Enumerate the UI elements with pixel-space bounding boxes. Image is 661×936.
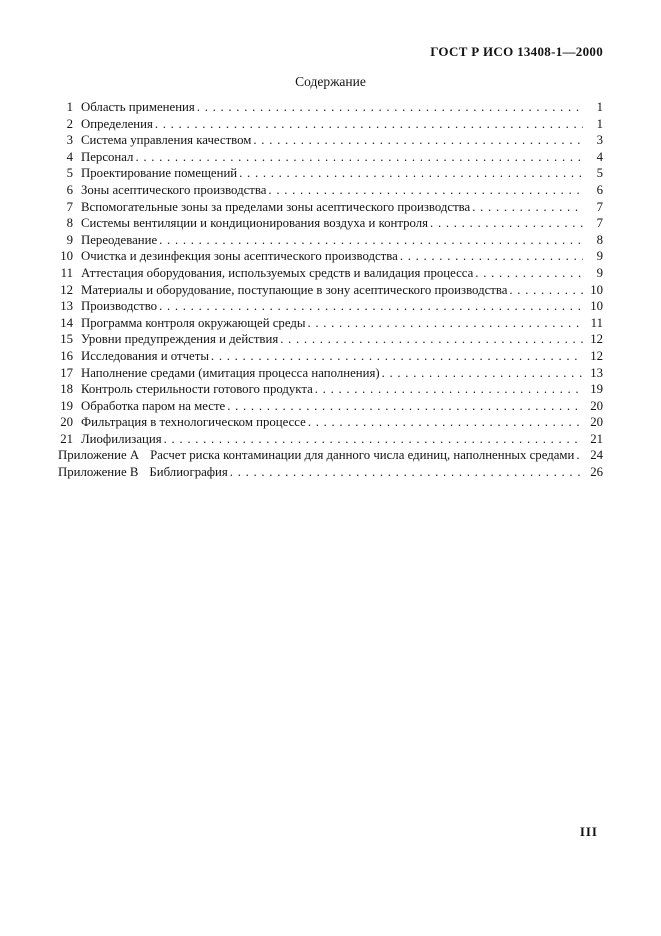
toc-entry-number: 11	[60, 265, 73, 280]
toc-entry-page: 20	[590, 398, 603, 413]
dot-leader	[159, 232, 583, 249]
toc-entry-title: Аттестация оборудования, используемых средств и валидация процесса	[81, 265, 474, 280]
toc-entry	[58, 149, 603, 166]
toc-entry-page: 19	[590, 382, 603, 397]
toc-entry-page: 10	[590, 299, 603, 314]
toc-entry-number: 1	[66, 100, 73, 114]
toc-entry-title: Система управления качеством	[81, 133, 252, 148]
toc-entry-title: Контроль стерильности готового продукта	[81, 382, 313, 397]
toc-entry-page: 3	[596, 133, 603, 148]
toc-entry-title: Переодевание	[81, 232, 158, 247]
dot-leader	[155, 116, 583, 133]
table-of-contents	[58, 99, 603, 481]
dot-leader	[509, 282, 583, 299]
toc-entry-number: 21	[60, 431, 73, 446]
toc-entry-number: 7	[66, 199, 73, 214]
toc-entry-title: Определения	[81, 116, 153, 131]
toc-entry	[58, 282, 603, 299]
dot-leader	[308, 414, 583, 431]
toc-entry-title: Материалы и оборудование, поступающие в зону асептического производства	[81, 282, 508, 297]
page-folio: III	[579, 824, 598, 839]
dot-leader	[253, 132, 583, 149]
toc-entry	[58, 398, 603, 415]
toc-entry-number: 9	[66, 232, 73, 247]
toc-entry-number: 14	[60, 315, 73, 330]
toc-entry	[58, 165, 603, 182]
toc-entry-page: 24	[590, 448, 603, 463]
toc-entry-page: 9	[596, 249, 603, 264]
toc-entry-title: Библиография	[149, 465, 228, 480]
toc-entry	[58, 99, 603, 116]
toc-entry	[58, 116, 603, 133]
toc-entry-number: 17	[60, 365, 73, 380]
toc-entry-page: 21	[590, 431, 603, 446]
toc-entry-number: 12	[60, 282, 73, 297]
toc-entry-page: 6	[596, 182, 603, 197]
toc-entry-number: 5	[66, 166, 73, 181]
toc-entry-title: Расчет риска контаминации для данного числа единиц, наполненных средами	[150, 448, 575, 463]
dot-leader	[211, 348, 583, 365]
toc-entry	[58, 414, 603, 431]
toc-entry	[58, 265, 603, 282]
toc-entry-title: Фильтрация в технологическом процессе	[81, 415, 306, 430]
toc-entry-title: Программа контроля окружающей среды	[81, 315, 306, 330]
toc-entry-title: Лиофилизация	[81, 431, 162, 446]
toc-entry-page: 7	[596, 199, 603, 214]
toc-appendix-label: Приложение В	[58, 465, 139, 480]
toc-entry	[58, 199, 603, 216]
dot-leader	[230, 464, 583, 481]
toc-entry-title: Зоны асептического производства	[81, 182, 267, 197]
toc-entry	[58, 348, 603, 365]
toc-entry	[58, 215, 603, 232]
toc-entry-page: 26	[590, 465, 603, 480]
toc-entry-page: 1	[596, 100, 603, 114]
toc-entry-title: Область применения	[81, 100, 195, 114]
toc-entry-page: 11	[590, 315, 603, 330]
document-code: ГОСТ Р ИСО 13408-1—2000	[430, 44, 603, 59]
toc-entry-title: Исследования и отчеты	[81, 348, 209, 363]
dot-leader	[159, 298, 583, 315]
toc-entry-title: Вспомогательные зоны за пределами зоны асептического производства	[81, 199, 471, 214]
toc-entry-number: 20	[60, 415, 73, 430]
toc-entry	[58, 381, 603, 398]
toc-entry-appendix	[58, 464, 603, 481]
toc-entry-page: 12	[590, 348, 603, 363]
toc-entry-number: 13	[60, 299, 73, 314]
toc-entry-number: 10	[60, 249, 73, 264]
toc-entry	[58, 315, 603, 332]
toc-entry	[58, 431, 603, 448]
toc-entry-title: Очистка и дезинфекция зоны асептического производства	[81, 249, 398, 264]
toc-entry-page: 12	[590, 332, 603, 347]
toc-entry-number: 8	[66, 216, 73, 231]
toc-entry-number: 18	[60, 382, 73, 397]
toc-entry-page: 13	[590, 365, 603, 380]
toc-entry-page: 5	[596, 166, 603, 181]
toc-entry-title: Производство	[81, 299, 158, 314]
toc-entry	[58, 248, 603, 265]
toc-entry-page: 8	[596, 232, 603, 247]
toc-appendix-label: Приложение А	[58, 448, 140, 463]
toc-entry	[58, 182, 603, 199]
dot-leader	[315, 381, 583, 398]
toc-entry-number: 3	[66, 133, 73, 148]
toc-entry-title: Наполнение средами (имитация процесса наполнения)	[81, 365, 380, 380]
toc-entry	[58, 232, 603, 249]
dot-leader	[475, 265, 583, 282]
toc-entry-number: 16	[60, 348, 73, 363]
dot-leader	[472, 199, 583, 216]
toc-entry-title: Обработка паром на месте	[81, 398, 226, 413]
toc-entry-title: Персонал	[81, 149, 134, 164]
toc-entry-number: 15	[60, 332, 73, 347]
toc-entry-title: Системы вентиляции и кондиционирования воздуха и контроля	[81, 216, 429, 231]
toc-entry-title: Уровни предупреждения и действия	[81, 332, 279, 347]
toc-entry-page: 20	[590, 415, 603, 430]
dot-leader	[239, 165, 583, 182]
dot-leader	[400, 248, 583, 265]
toc-entry	[58, 298, 603, 315]
dot-leader	[430, 215, 583, 232]
toc-entry-page: 9	[596, 265, 603, 280]
toc-entry-page: 4	[596, 149, 603, 164]
dot-leader	[280, 331, 583, 348]
dot-leader	[268, 182, 583, 199]
toc-entry-page: 10	[590, 282, 603, 297]
dot-leader	[576, 447, 583, 464]
dot-leader	[197, 99, 583, 116]
dot-leader	[307, 315, 583, 332]
toc-entry-number: 6	[66, 182, 73, 197]
toc-entry-number: 19	[60, 398, 73, 413]
toc-entry-number: 4	[66, 149, 73, 164]
page-title: Содержание	[295, 74, 366, 89]
toc-entry	[58, 365, 603, 382]
toc-entry-number: 2	[66, 116, 73, 131]
dot-leader	[227, 398, 583, 415]
toc-entry-title: Проектирование помещений	[81, 166, 238, 181]
toc-entry-appendix	[58, 447, 603, 464]
toc-entry-page: 1	[596, 116, 603, 131]
dot-leader	[382, 365, 583, 382]
dot-leader	[135, 149, 583, 166]
dot-leader	[164, 431, 583, 448]
toc-entry	[58, 331, 603, 348]
toc-entry	[58, 132, 603, 149]
toc-entry-page: 7	[596, 216, 603, 231]
